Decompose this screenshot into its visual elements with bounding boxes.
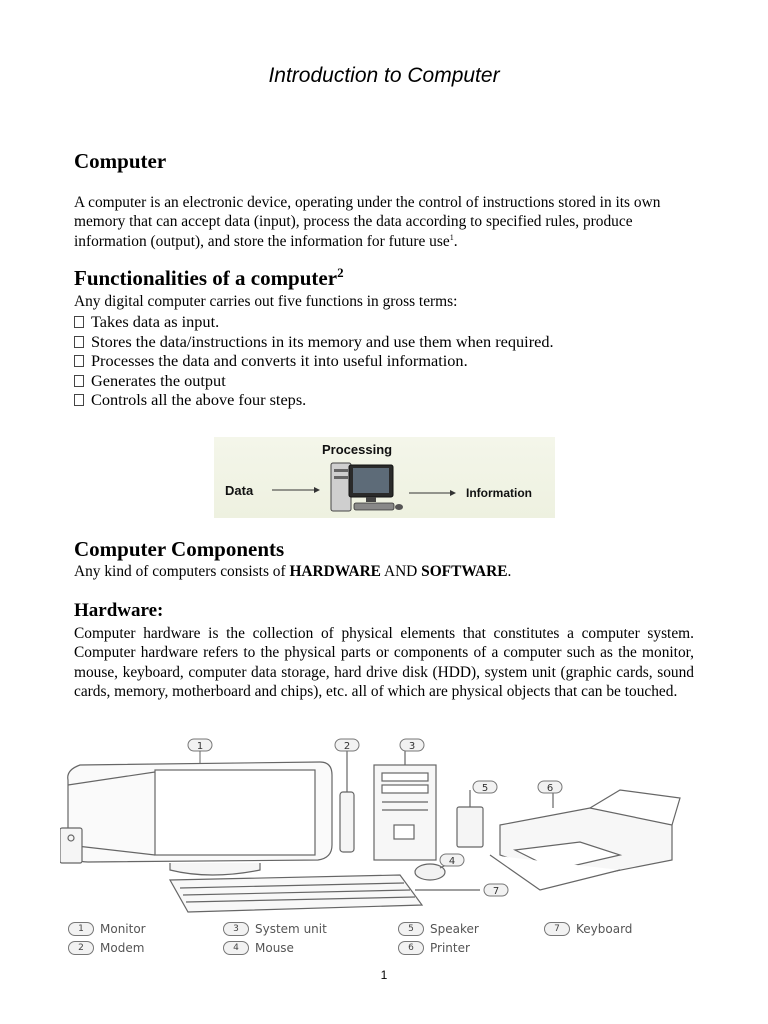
legend-item xyxy=(544,922,632,936)
list-item-text: Processes the data and converts it into useful information. xyxy=(91,351,468,370)
computer-definition-end: . xyxy=(453,232,458,250)
printer-icon xyxy=(490,785,680,890)
legend-label: Keyboard xyxy=(576,922,633,936)
callout-2 xyxy=(335,739,359,752)
components-hardware: HARDWARE xyxy=(289,563,381,580)
page-number: 1 xyxy=(380,968,388,982)
checkbox-bullet-icon xyxy=(74,336,84,348)
document-title: Introduction to Computer xyxy=(268,64,500,87)
legend-label: Modem xyxy=(100,941,145,955)
components-text-after: . xyxy=(507,563,512,580)
system-unit-icon xyxy=(374,748,436,860)
checkbox-bullet-icon xyxy=(74,375,84,387)
legend-number: 7 xyxy=(544,922,570,936)
list-item xyxy=(74,351,694,371)
processing-diagram xyxy=(214,437,555,518)
processing-diagram-graphics xyxy=(214,437,555,518)
information-label: Information xyxy=(466,486,532,500)
legend-number: 2 xyxy=(68,941,94,955)
heading-computer: Computer xyxy=(74,149,167,173)
legend-number: 1 xyxy=(68,922,94,936)
legend-item xyxy=(398,941,470,955)
functionalities-list xyxy=(74,312,694,410)
components-text xyxy=(74,562,695,581)
hardware-definition: Computer hardware is the collection of physical elements that constitutes a computer system. Computer hardware refers to the physical parts or components of a computer such as the monitor, mouse, keyboard, computer data storage, hard drive disk (HDD), system unit (graphic cards, sound cards, memory, motherboard and chips), etc. all of which are physical objects that can be touched. xyxy=(74,625,694,701)
legend-label: Printer xyxy=(430,941,470,955)
svg-text:2: 2 xyxy=(343,741,351,752)
legend-number: 4 xyxy=(223,941,249,955)
svg-text:6: 6 xyxy=(546,783,554,794)
checkbox-bullet-icon xyxy=(74,355,84,367)
heading-functionalities xyxy=(74,265,344,291)
arrow-right-icon xyxy=(409,490,456,496)
computer-hardware-illustration xyxy=(60,730,700,920)
heading-footnote-marker: 2 xyxy=(337,265,344,280)
legend-item xyxy=(223,922,327,936)
callout-5 xyxy=(473,781,497,794)
data-label: Data xyxy=(225,483,254,498)
components-text-before: Any kind of computers consists of xyxy=(74,563,290,580)
svg-text:5: 5 xyxy=(481,783,489,794)
speaker-icon xyxy=(60,828,82,863)
legend-label: System unit xyxy=(255,922,327,936)
modem-icon xyxy=(340,748,354,852)
callout-4 xyxy=(440,854,464,867)
components-and: AND xyxy=(380,563,422,580)
list-item xyxy=(74,312,694,332)
checkbox-bullet-icon xyxy=(74,394,84,406)
svg-text:1: 1 xyxy=(196,741,204,752)
list-item-text: Takes data as input. xyxy=(91,312,220,331)
checkbox-bullet-icon xyxy=(74,316,84,328)
legend-label: Monitor xyxy=(100,922,146,936)
legend-item xyxy=(223,941,294,955)
legend-label: Mouse xyxy=(255,941,294,955)
components-software: SOFTWARE xyxy=(421,563,508,580)
legend-label: Speaker xyxy=(430,922,479,936)
legend-item xyxy=(68,922,146,936)
list-item xyxy=(74,332,694,352)
functionalities-intro: Any digital computer carries out five functions in gross terms: xyxy=(74,293,458,310)
callout-1 xyxy=(188,739,212,763)
list-item xyxy=(74,390,694,410)
arrow-right-icon xyxy=(272,487,320,493)
hardware-legend xyxy=(66,922,706,962)
heading-functionalities-text: Functionalities of a computer xyxy=(74,266,338,290)
list-item xyxy=(74,371,694,391)
keyboard-icon xyxy=(170,875,480,912)
computer-definition xyxy=(74,193,699,251)
svg-text:4: 4 xyxy=(448,856,456,867)
heading-hardware: Hardware: xyxy=(74,600,164,621)
legend-number: 5 xyxy=(398,922,424,936)
list-item-text: Generates the output xyxy=(91,370,226,390)
svg-text:3: 3 xyxy=(408,741,416,752)
list-item-text: Controls all the above four steps. xyxy=(91,390,307,409)
processing-label: Processing xyxy=(322,442,393,457)
legend-item xyxy=(68,941,144,955)
footnote-marker: 1 xyxy=(449,232,454,242)
callout-7 xyxy=(484,884,508,897)
legend-number: 6 xyxy=(398,941,424,955)
svg-text:7: 7 xyxy=(492,886,500,897)
computer-icon xyxy=(331,463,403,511)
callout-6 xyxy=(538,781,562,794)
list-item-text: Stores the data/instructions in its memory and use them when required. xyxy=(91,331,554,351)
monitor-icon xyxy=(68,762,332,875)
speaker-icon xyxy=(457,790,483,847)
computer-definition-text: A computer is an electronic device, operating under the control of instructions stored in its own memory that can accept data (input), process the data according to specified rules, produce information (output), and store the information for future use xyxy=(74,194,661,250)
callout-3 xyxy=(400,739,424,752)
heading-computer-components: Computer Components xyxy=(74,537,285,561)
legend-item xyxy=(398,922,479,936)
legend-number: 3 xyxy=(223,922,249,936)
